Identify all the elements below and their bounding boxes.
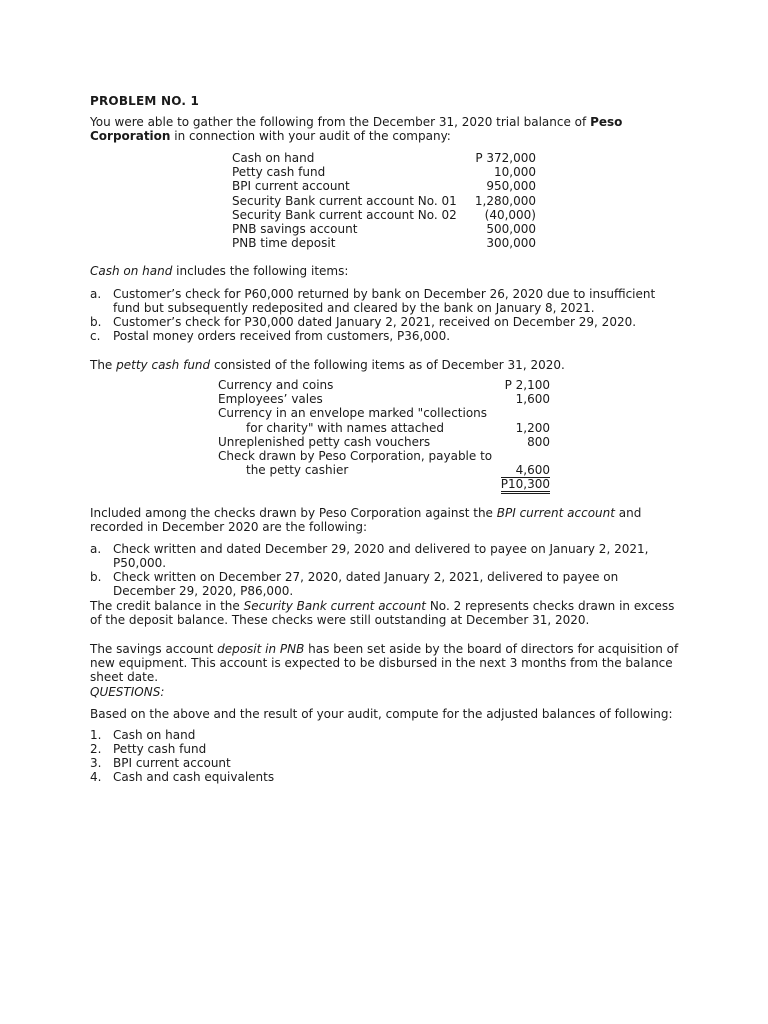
trial-balance-row: Cash on hand P 372,000 xyxy=(232,151,536,165)
trial-balance-table xyxy=(232,151,536,250)
list-item: 4. Cash and cash equivalents xyxy=(90,770,275,784)
questions-intro: Based on the above and the result of your audit, compute for the adjusted balances of following: xyxy=(90,707,673,721)
petty-cash-table xyxy=(218,378,550,492)
problem-title: PROBLEM NO. 1 xyxy=(90,94,200,108)
petty-cash-row: Currency in an envelope marked "collections xyxy=(218,406,488,421)
list-item: c. Postal money orders received from customers, P36,000. xyxy=(90,329,451,343)
petty-cash-intro: The petty cash fund consisted of the following items as of December 31, 2020. xyxy=(90,358,565,372)
petty-cash-row: the petty cashier 4,600 xyxy=(246,463,550,478)
list-item: b. Customer’s check for P30,000 dated January 2, 2021, received on December 29, 2020. xyxy=(90,315,637,329)
list-item: 3. BPI current account xyxy=(90,756,231,770)
trial-balance-row: PNB time deposit 300,000 xyxy=(232,236,536,251)
list-item: 1. Cash on hand xyxy=(90,728,196,742)
petty-cash-row: Currency and coins P 2,100 xyxy=(218,378,550,392)
petty-cash-row: Check drawn by Peso Corporation, payable to xyxy=(218,448,493,463)
company-name: Peso Corporation xyxy=(90,115,623,143)
trial-balance-row: BPI current account 950,000 xyxy=(232,179,536,194)
trial-balance-row: PNB savings account 500,000 xyxy=(232,221,536,236)
list-item: 2. Petty cash fund xyxy=(90,742,207,756)
petty-cash-total: P10,300 xyxy=(501,477,550,494)
questions-list xyxy=(90,728,680,784)
trial-balance-row: Security Bank current account No. 01 1,280,000 xyxy=(232,193,536,208)
petty-cash-row: Employees’ vales 1,600 xyxy=(218,392,550,407)
checks-list xyxy=(90,542,680,598)
trial-balance-row: Petty cash fund 10,000 xyxy=(232,165,536,180)
list-item: a. Check written and dated December 29, 2020 and delivered to payee on January 2, 2021, P50,000. xyxy=(90,542,649,570)
list-item: a. Customer’s check for P60,000 returned by bank on December 26, 2020 due to insufficient fund but subsequently redeposited and cleared by the bank on January 8, 2021. xyxy=(90,287,656,315)
petty-cash-total-row xyxy=(218,477,550,491)
petty-cash-row: for charity" with names attached 1,200 xyxy=(246,420,550,435)
intro-paragraph: You were able to gather the following from the December 31, 2020 trial balance of Peso Corporation in connection with your audit of the company: xyxy=(90,115,623,143)
trial-balance-row: Security Bank current account No. 02 (40,000) xyxy=(232,207,536,222)
cash-on-hand-intro: Cash on hand includes the following items: xyxy=(90,264,349,278)
questions-heading: QUESTIONS: xyxy=(90,685,165,699)
security-bank-paragraph: The credit balance in the Security Bank current account No. 2 represents checks drawn in excess of the deposit balance. These checks were still outstanding at December 31, 2020. xyxy=(90,599,675,627)
checks-intro: Included among the checks drawn by Peso Corporation against the BPI current account and recorded in December 2020 are the following: xyxy=(90,506,642,534)
list-item: b. Check written on December 27, 2020, dated January 2, 2021, delivered to payee on December 29, 2020, P86,000. xyxy=(90,570,619,598)
pnb-paragraph: The savings account deposit in PNB has been set aside by the board of directors for acquisition of new equipment. This account is expected to be disbursed in the next 3 months from the balance sheet date. xyxy=(90,642,679,684)
petty-cash-row: Unreplenished petty cash vouchers 800 xyxy=(218,434,550,449)
cash-on-hand-list xyxy=(90,287,680,343)
